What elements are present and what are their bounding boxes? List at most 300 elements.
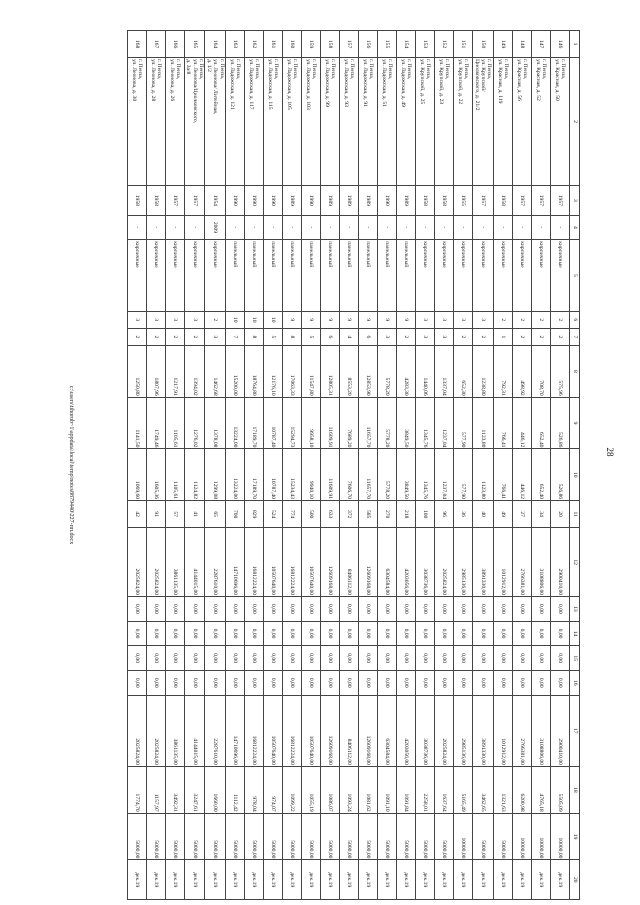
table-cell-col-16: 0,00: [264, 670, 283, 695]
table-cell-col-20: дек.19: [264, 860, 283, 900]
table-cell-col-17: 3108806,00: [532, 695, 551, 766]
column-number-14: 14: [570, 621, 580, 646]
table-cell-col-1: 152: [435, 31, 454, 58]
table-cell-col-15: 0,00: [359, 646, 378, 671]
table-cell-col-7: 8: [245, 328, 264, 345]
table-cell-col-2: г. Пенза, ул. Леонова/Циолковского, д. 3а/8: [184, 58, 205, 186]
table-cell-col-20: дек.19: [513, 860, 532, 900]
table-cell-col-15: 0,00: [127, 646, 146, 671]
table-cell-col-9: 766,41: [494, 397, 513, 449]
table-cell-col-10: 526,86: [551, 449, 570, 501]
table-cell-col-5: панельный: [283, 240, 302, 311]
table-cell-col-6: 9: [340, 311, 359, 328]
table-cell-col-12: 12609168,00: [359, 528, 378, 597]
table-cell-col-14: 0,00: [397, 621, 416, 646]
table-cell-col-11: 41: [184, 501, 205, 528]
table-cell-col-15: 0,00: [454, 646, 473, 671]
column-number-11: 11: [570, 501, 580, 528]
table-cell-col-12: 8406112,00: [340, 528, 359, 597]
table-row: [165, 31, 184, 900]
table-cell-col-17: 2985136,00: [454, 695, 473, 766]
table-cell-col-12: 2287610,00: [205, 528, 226, 597]
table-cell-col-2: г. Пенза, ул. Крупской, д. 25: [416, 58, 435, 186]
table-cell-col-6: 9: [359, 311, 378, 328]
table-cell-col-4: -: [513, 215, 532, 240]
table-cell-col-2: г. Пенза, ул. Ладожская, д. 93: [340, 58, 359, 186]
table-cell-col-6: 2: [205, 311, 226, 328]
table-cell-col-17: 2025824,00: [146, 695, 165, 766]
table-cell-col-17: 2287610,00: [205, 695, 226, 766]
table-cell-col-4: -: [283, 215, 302, 240]
table-cell-col-20: дек.19: [473, 860, 494, 900]
table-cell-col-14: 0,00: [435, 621, 454, 646]
table-cell-col-4: -: [435, 215, 454, 240]
table-cell-col-9: 1141,50: [127, 397, 146, 449]
table-cell-col-13: 0,00: [146, 597, 165, 622]
table-cell-col-5: кирпичные: [205, 240, 226, 311]
column-number-15: 15: [570, 646, 580, 671]
table-cell-col-1: 150: [473, 31, 494, 58]
table-cell-col-16: 0,00: [340, 670, 359, 695]
table-cell-col-12: 2985136,00: [454, 528, 473, 597]
table-cell-col-14: 0,00: [184, 621, 205, 646]
table-cell-col-12: 2900410,00: [551, 528, 570, 597]
table-cell-col-18: 1091,84: [397, 766, 416, 813]
table-cell-col-7: 3: [378, 328, 397, 345]
table-row: [551, 31, 570, 900]
table-cell-col-11: 774: [283, 501, 302, 528]
table-cell-col-2: г. Пенза, ул. Леонова, д. 26: [165, 58, 184, 186]
table-cell-col-13: 0,00: [264, 597, 283, 622]
table-cell-col-10: 11657,70: [359, 449, 378, 501]
table-cell-col-2: г. Пенза, ул. Ладожская, д. 117: [245, 58, 264, 186]
table-cell-col-8: 652,30: [454, 346, 473, 398]
table-cell-col-14: 0,00: [378, 621, 397, 646]
table-cell-col-20: дек.19: [283, 860, 302, 900]
table-cell-col-7: 2: [146, 328, 165, 345]
table-cell-col-8: 4283,30: [397, 346, 416, 398]
table-cell-col-12: 4144015,00: [184, 528, 205, 597]
table-cell-col-9: 1123,80: [473, 397, 494, 449]
table-cell-col-20: дек.19: [340, 860, 359, 900]
table-cell-col-15: 0,00: [165, 646, 184, 671]
table-cell-col-8: 1337,04: [435, 346, 454, 398]
table-cell-col-20: дек.19: [551, 860, 570, 900]
table-cell-col-13: 0,00: [378, 597, 397, 622]
column-number-8: 8: [570, 346, 580, 398]
table-body: [127, 31, 569, 900]
table-cell-col-6: 9: [283, 311, 302, 328]
table-cell-col-14: 0,00: [283, 621, 302, 646]
table-cell-col-12: 3038736,00: [416, 528, 435, 597]
table-cell-col-13: 0,00: [283, 597, 302, 622]
table-cell-col-4: -: [165, 215, 184, 240]
table-cell-col-8: 12853,90: [359, 346, 378, 398]
table-cell-col-7: 2: [551, 328, 570, 345]
table-cell-col-6: 9: [397, 311, 416, 328]
table-cell-col-7: 3: [435, 328, 454, 345]
table-cell-col-4: -: [378, 215, 397, 240]
table-cell-col-10: 7606,70: [340, 449, 359, 501]
column-number-9: 9: [570, 397, 580, 449]
table-cell-col-9: 11657,70: [359, 397, 378, 449]
table-cell-col-4: -: [340, 215, 359, 240]
table-cell-col-8: 1250,80: [127, 346, 146, 398]
table-cell-col-14: 0,00: [321, 621, 340, 646]
table-cell-col-14: 0,00: [127, 621, 146, 646]
table-cell-col-4: -: [551, 215, 570, 240]
table-cell-col-4: -: [473, 215, 494, 240]
table-cell-col-7: 2: [513, 328, 532, 345]
table-cell-col-9: 7689,20: [340, 397, 359, 449]
table-cell-col-10: 15234,43: [283, 449, 302, 501]
table-cell-col-7: 6: [359, 328, 378, 345]
table-cell-col-10: 1069,60: [127, 449, 146, 501]
table-cell-col-8: 12176,10: [264, 346, 283, 398]
table-cell-col-1: 159: [302, 31, 321, 58]
table-cell-col-15: 0,00: [321, 646, 340, 671]
table-cell-col-4: -: [245, 215, 264, 240]
table-cell-col-5: кирпичные: [494, 240, 513, 311]
table-cell-col-9: 11609,91: [321, 397, 340, 449]
table-cell-col-14: 0,00: [146, 621, 165, 646]
table-cell-col-7: 2: [454, 328, 473, 345]
table-cell-col-19: 5000,00: [184, 813, 205, 860]
table-cell-col-13: 0,00: [416, 597, 435, 622]
table-cell-col-16: 0,00: [397, 670, 416, 695]
table-row: [302, 31, 321, 900]
table-cell-col-6: 10: [264, 311, 283, 328]
table-row: [454, 31, 473, 900]
column-number-13: 13: [570, 597, 580, 622]
table-cell-col-8: 792,31: [494, 346, 513, 398]
table-cell-col-9: 13224,00: [226, 397, 245, 449]
table-cell-col-8: 1440,06: [416, 346, 435, 398]
table-cell-col-7: 6: [321, 328, 340, 345]
column-number-7: 7: [570, 328, 580, 345]
table-cell-col-11: 218: [397, 501, 416, 528]
table-cell-col-11: 91: [146, 501, 165, 528]
table-cell-col-13: 0,00: [454, 597, 473, 622]
column-number-1: 1: [570, 31, 580, 58]
table-cell-col-16: 0,00: [245, 670, 264, 695]
table-cell-col-19: 5000,00: [359, 813, 378, 860]
table-cell-col-18: 1321,63: [494, 766, 513, 813]
table-cell-col-13: 0,00: [302, 597, 321, 622]
table-cell-col-2: г. Пенза, ул. Крупской, д. 22: [454, 58, 473, 186]
table-cell-col-16: 0,00: [378, 670, 397, 695]
table-cell-col-16: 0,00: [321, 670, 340, 695]
table-cell-col-17: 1012912,00: [494, 695, 513, 766]
table-cell-col-1: 149: [494, 31, 513, 58]
table-cell-col-3: 1990: [378, 186, 397, 216]
table-cell-col-15: 0,00: [532, 646, 551, 671]
table-cell-col-8: 17063,33: [283, 346, 302, 398]
table-cell-col-7: 4: [340, 328, 359, 345]
table-row: [359, 31, 378, 900]
file-path-footer: c:\users\tihorob~1\appdata\local\temp\notes8879440\227-пп.docx: [68, 385, 74, 545]
table-cell-col-11: 96: [435, 501, 454, 528]
table-cell-col-10: 1124,82: [184, 449, 205, 501]
table-cell-col-10: 5778,20: [378, 449, 397, 501]
table-cell-col-12: 2025824,00: [146, 528, 165, 597]
table-cell-col-19: 10000,00: [513, 813, 532, 860]
table-cell-col-11: 49: [494, 501, 513, 528]
table-cell-col-10: 1105,61: [165, 449, 184, 501]
table-cell-col-12: 10507640,00: [302, 528, 321, 597]
table-cell-col-17: 10507640,00: [302, 695, 321, 766]
table-cell-col-3: 1989: [340, 186, 359, 216]
table-cell-col-1: 151: [454, 31, 473, 58]
table-cell-col-5: кирпичные: [184, 240, 205, 311]
table-cell-col-8: 708,70: [532, 346, 551, 398]
table-cell-col-13: 0,00: [165, 597, 184, 622]
table-cell-col-13: 0,00: [321, 597, 340, 622]
table-cell-col-14: 0,00: [473, 621, 494, 646]
table-cell-col-15: 0,00: [551, 646, 570, 671]
table-cell-col-1: 146: [551, 31, 570, 58]
table-cell-col-20: дек.19: [494, 860, 513, 900]
table-cell-col-2: г. Пенза, ул. Леонова/ Литейная, д. 1/2: [205, 58, 226, 186]
table-cell-col-19: 5000,00: [283, 813, 302, 860]
table-cell-col-7: 2: [127, 328, 146, 345]
table-cell-col-3: 1990: [226, 186, 245, 216]
column-number-3: 3: [570, 186, 580, 216]
table-cell-col-3: 1989: [397, 186, 416, 216]
table-cell-col-13: 0,00: [532, 597, 551, 622]
table-cell-col-2: г. Пенза, ул. Ладожская, д. 115: [264, 58, 283, 186]
table-cell-col-18: 974,07: [264, 766, 283, 813]
table-cell-col-4: -: [397, 215, 416, 240]
table-cell-col-6: 2: [494, 311, 513, 328]
table-cell-col-3: 1954: [205, 186, 226, 216]
table-cell-col-9: 446,12: [513, 397, 532, 449]
table-cell-col-12: 1012912,00: [494, 528, 513, 597]
table-cell-col-19: 5000,00: [165, 813, 184, 860]
table-cell-col-19: 5000,00: [494, 813, 513, 860]
table-cell-col-5: панельный: [226, 240, 245, 311]
table-cell-col-18: 1086,07: [321, 766, 340, 813]
table-cell-col-8: 18764,80: [245, 346, 264, 398]
table-cell-col-7: 2: [532, 328, 551, 345]
table-cell-col-3: 1958: [127, 186, 146, 216]
table-cell-col-18: 1774,70: [127, 766, 146, 813]
table-cell-col-4: -: [454, 215, 473, 240]
table-cell-col-17: 8406112,00: [340, 695, 359, 766]
table-cell-col-14: 0,00: [513, 621, 532, 646]
table-cell-col-5: кирпичные: [165, 240, 184, 311]
table-cell-col-6: 3: [435, 311, 454, 328]
table-cell-col-16: 0,00: [551, 670, 570, 695]
table-cell-col-10: 766,41: [494, 449, 513, 501]
table-cell-col-10: 577,90: [454, 449, 473, 501]
table-cell-col-6: 9: [302, 311, 321, 328]
table-cell-col-19: 5000,00: [340, 813, 359, 860]
table-cell-col-15: 0,00: [264, 646, 283, 671]
table-cell-col-11: 100: [416, 501, 435, 528]
table-cell-col-20: дек.19: [397, 860, 416, 900]
table-cell-col-2: г. Пенза, ул. Ладожская, д. 121: [226, 58, 245, 186]
table-cell-col-10: 11609,91: [321, 449, 340, 501]
table-cell-col-14: 0,00: [494, 621, 513, 646]
table-row: [226, 31, 245, 900]
table-cell-col-7: 2: [165, 328, 184, 345]
table-cell-col-4: -: [359, 215, 378, 240]
table-cell-col-13: 0,00: [127, 597, 146, 622]
table-cell-col-10: 10787,40: [264, 449, 283, 501]
table-cell-col-19: 5000,00: [473, 813, 494, 860]
table-cell-col-20: дек.19: [302, 860, 321, 900]
column-number-5: 5: [570, 240, 580, 311]
table-cell-col-5: панельный: [378, 240, 397, 311]
table-cell-col-20: дек.19: [416, 860, 435, 900]
rotated-page-content: [60, 30, 580, 900]
table-cell-col-15: 0,00: [494, 646, 513, 671]
column-number-18: 18: [570, 766, 580, 813]
table-cell-col-16: 0,00: [416, 670, 435, 695]
table-cell-col-9: 15294,73: [283, 397, 302, 449]
table-cell-col-16: 0,00: [127, 670, 146, 695]
table-cell-col-11: 372: [340, 501, 359, 528]
table-cell-col-9: 577,90: [454, 397, 473, 449]
column-number-12: 12: [570, 528, 580, 597]
table-cell-col-5: панельный: [302, 240, 321, 311]
table-cell-col-2: г. Пенза, ул. Леонова, д. 28: [146, 58, 165, 186]
table-cell-col-2: г. Пенза, ул. Крупской, д. 23: [435, 58, 454, 186]
table-cell-col-19: 10000,00: [532, 813, 551, 860]
table-cell-col-4: -: [264, 215, 283, 240]
table-cell-col-20: дек.19: [359, 860, 378, 900]
table-cell-col-18: 6200,98: [513, 766, 532, 813]
table-cell-col-3: 1958: [435, 186, 454, 216]
table-cell-col-13: 0,00: [245, 597, 264, 622]
table-cell-col-12: 4203056,00: [397, 528, 416, 597]
column-number-19: 19: [570, 813, 580, 860]
column-number-row: [570, 31, 580, 900]
table-cell-col-14: 0,00: [532, 621, 551, 646]
table-cell-col-6: 3: [146, 311, 165, 328]
table-cell-col-19: 5000,00: [435, 813, 454, 860]
table-cell-col-17: 2900410,00: [551, 695, 570, 766]
table-cell-col-3: 1958: [146, 186, 165, 216]
table-cell-col-5: кирпичные: [416, 240, 435, 311]
table-cell-col-10: 1345,76: [416, 449, 435, 501]
table-cell-col-20: дек.19: [184, 860, 205, 900]
table-cell-col-2: г. Пенза, ул. Красная, д. 50: [551, 58, 570, 186]
table-cell-col-12: 6304584,00: [378, 528, 397, 597]
table-cell-col-9: 526,86: [551, 397, 570, 449]
table-row: [283, 31, 302, 900]
table-row: [435, 31, 454, 900]
table-cell-col-9: 1749,46: [146, 397, 165, 449]
table-cell-col-9: 1237,04: [435, 397, 454, 449]
table-cell-col-3: 1957: [551, 186, 570, 216]
table-cell-col-8: 15200,00: [226, 346, 245, 398]
table-cell-col-2: г. Пенза, ул. Красная, д. 52: [532, 58, 551, 186]
table-cell-col-7: 2: [473, 328, 494, 345]
table-cell-col-1: 167: [146, 31, 165, 58]
table-cell-col-17: 3891330,00: [473, 695, 494, 766]
table-cell-col-19: 10000,00: [551, 813, 570, 860]
table-cell-col-10: 1299,08: [205, 449, 226, 501]
table-cell-col-2: г. Пенза, ул. Ладожская, д. 91: [359, 58, 378, 186]
table-cell-col-1: 162: [245, 31, 264, 58]
table-row: [494, 31, 513, 900]
table-cell-col-18: 2258,01: [416, 766, 435, 813]
table-cell-col-11: 700: [226, 501, 245, 528]
table-cell-col-13: 0,00: [205, 597, 226, 622]
column-number-16: 16: [570, 670, 580, 695]
table-cell-col-19: 5000,00: [205, 813, 226, 860]
table-cell-col-20: дек.19: [226, 860, 245, 900]
table-cell-col-16: 0,00: [146, 670, 165, 695]
table-cell-col-16: 0,00: [494, 670, 513, 695]
table-cell-col-7: 2: [397, 328, 416, 345]
table-cell-col-1: 168: [127, 31, 146, 58]
table-cell-col-10: 446,12: [513, 449, 532, 501]
table-cell-col-2: г. Пенза, ул. Ладожская, д. 49: [397, 58, 416, 186]
table-cell-col-18: 3247,61: [184, 766, 205, 813]
table-cell-col-3: 1958: [494, 186, 513, 216]
table-cell-col-8: 1217,91: [165, 346, 184, 398]
table-cell-col-3: 1989: [283, 186, 302, 216]
table-cell-col-11: 42: [127, 501, 146, 528]
table-row: [340, 31, 359, 900]
table-cell-col-13: 0,00: [184, 597, 205, 622]
table-cell-col-16: 0,00: [226, 670, 245, 695]
table-cell-col-16: 0,00: [513, 670, 532, 695]
table-cell-col-9: 1378,08: [205, 397, 226, 449]
table-cell-col-8: 11547,80: [302, 346, 321, 398]
table-cell-col-13: 0,00: [397, 597, 416, 622]
table-cell-col-8: 5778,20: [378, 346, 397, 398]
table-cell-col-16: 0,00: [283, 670, 302, 695]
table-cell-col-17: 6304584,00: [378, 695, 397, 766]
table-cell-col-1: 163: [226, 31, 245, 58]
table-cell-col-9: 17189,70: [245, 397, 264, 449]
table-cell-col-12: 3108806,00: [532, 528, 551, 597]
table-cell-col-4: -: [494, 215, 513, 240]
table-cell-col-4: -: [226, 215, 245, 240]
table-cell-col-12: 10507640,00: [264, 528, 283, 597]
table-cell-col-19: 5000,00: [245, 813, 264, 860]
table-cell-col-11: 829: [245, 501, 264, 528]
table-cell-col-17: 3861135,00: [165, 695, 184, 766]
table-cell-col-14: 0,00: [302, 621, 321, 646]
table-cell-col-9: 9958,10: [302, 397, 321, 449]
table-cell-col-3: 1989: [359, 186, 378, 216]
table-cell-col-4: -: [302, 215, 321, 240]
table-cell-col-4: -: [321, 215, 340, 240]
table-cell-col-8: 498,92: [513, 346, 532, 398]
table-cell-col-5: панельный: [359, 240, 378, 311]
table-cell-col-11: 36: [454, 501, 473, 528]
table-cell-col-11: 633: [321, 501, 340, 528]
table-cell-col-7: 5: [264, 328, 283, 345]
table-row: [184, 31, 205, 900]
table-cell-col-2: г. Пенза, ул. Леонова, д. 30: [127, 58, 146, 186]
table-cell-col-9: 1345,76: [416, 397, 435, 449]
table-cell-col-5: кирпичные: [551, 240, 570, 311]
table-cell-col-16: 0,00: [454, 670, 473, 695]
table-cell-col-17: 4144015,00: [184, 695, 205, 766]
table-cell-col-13: 0,00: [513, 597, 532, 622]
table-cell-col-10: 652,40: [532, 449, 551, 501]
table-cell-col-20: дек.19: [205, 860, 226, 900]
table-cell-col-16: 0,00: [184, 670, 205, 695]
table-cell-col-2: г. Пенза, ул. Красная, д. 56: [513, 58, 532, 186]
table-cell-col-8: 1462,68: [205, 346, 226, 398]
